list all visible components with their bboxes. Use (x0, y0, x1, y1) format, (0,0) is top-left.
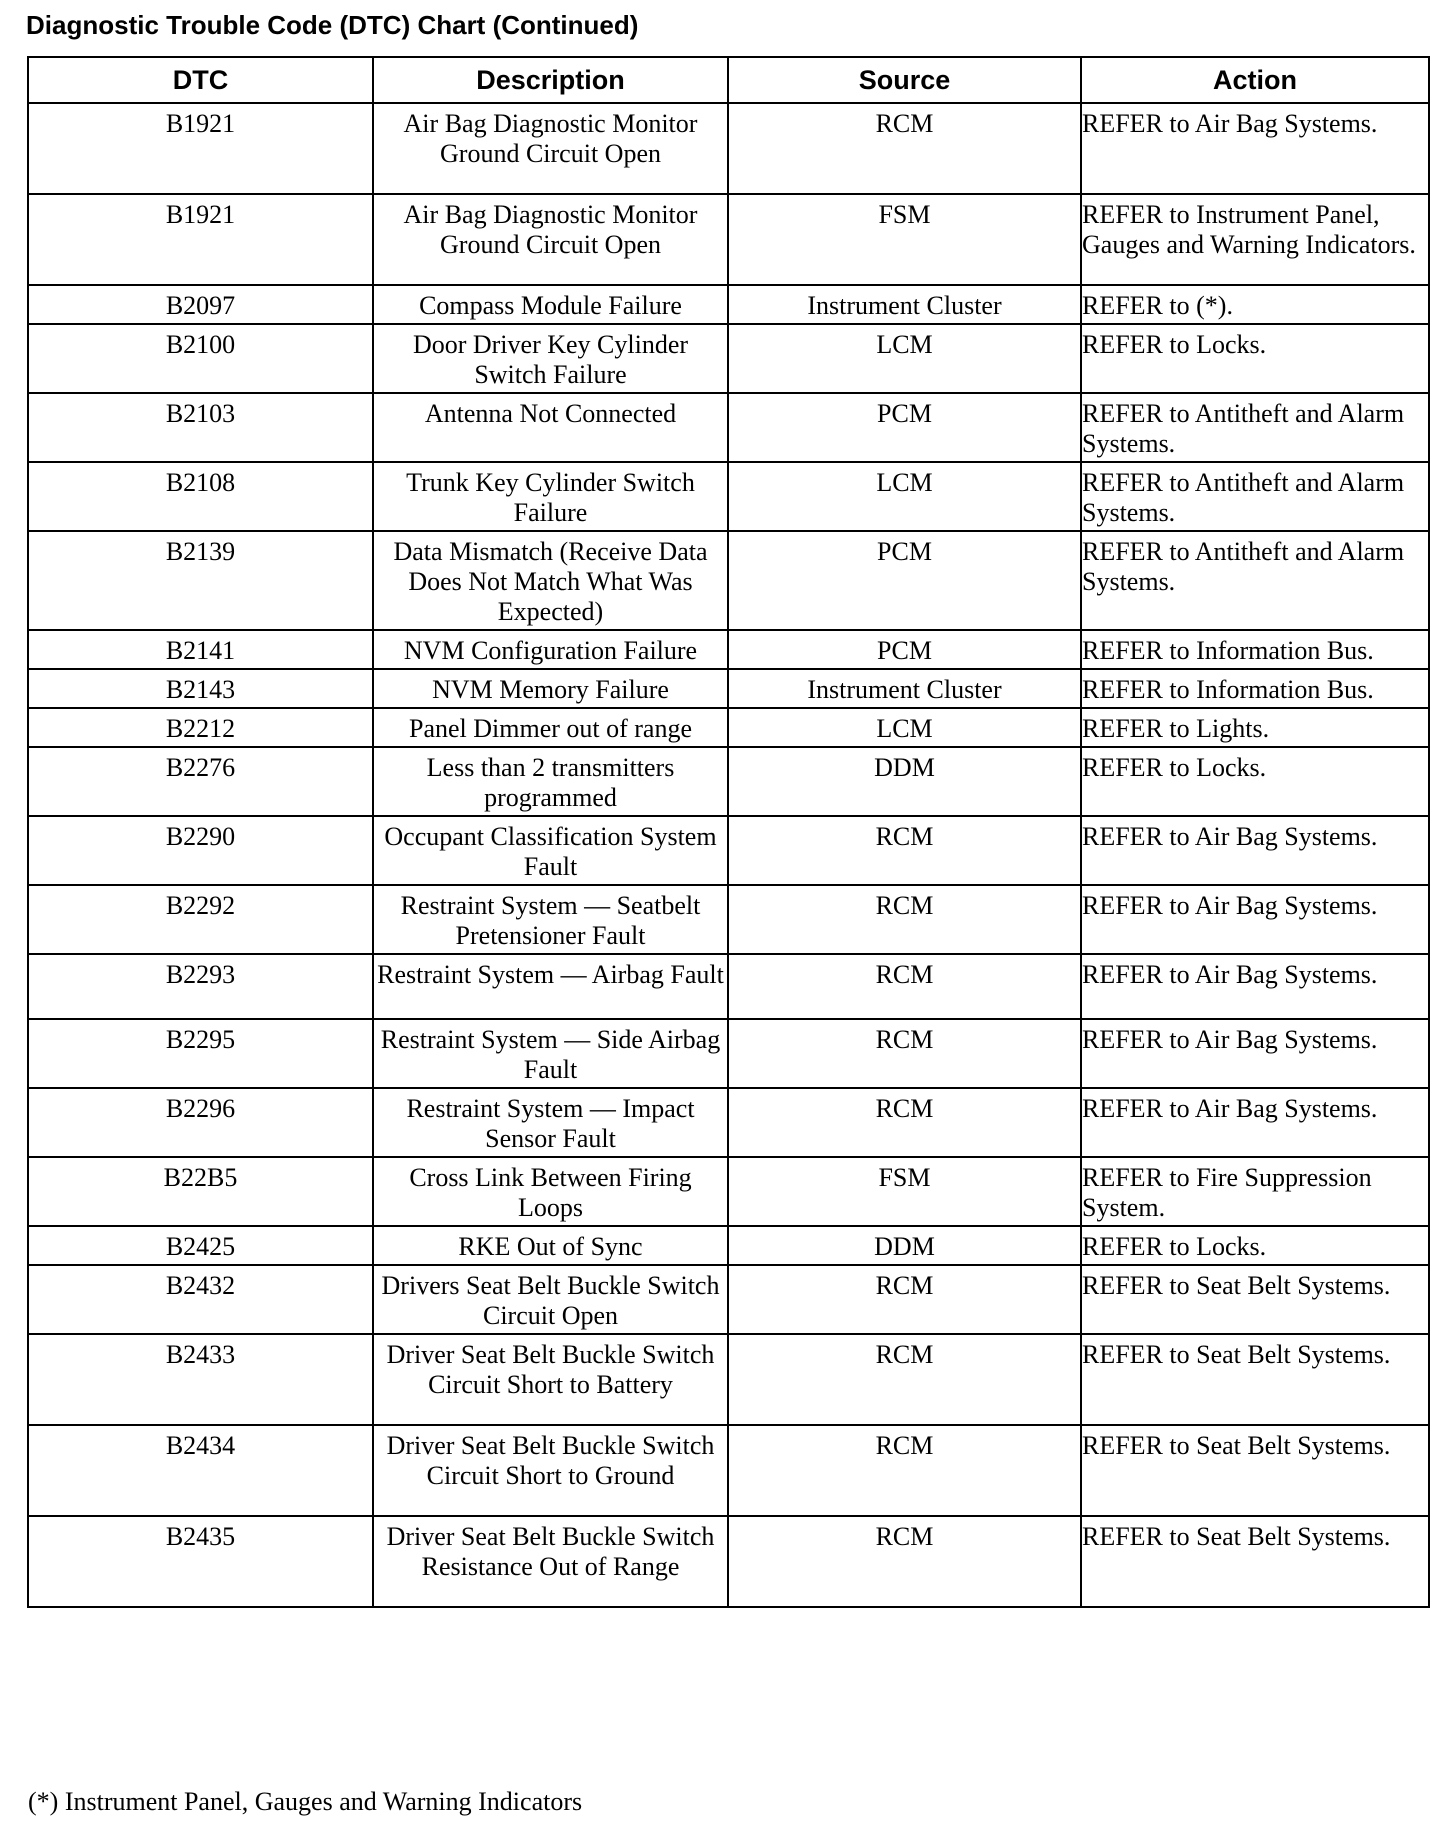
table-row (28, 954, 1429, 1019)
dtc-cell: B2292 (28, 885, 373, 954)
description-cell: Driver Seat Belt Buckle Switch Circuit Short to Ground (373, 1425, 728, 1516)
source-cell: PCM (728, 393, 1081, 462)
source-cell: RCM (728, 1334, 1081, 1425)
source-cell: LCM (728, 324, 1081, 393)
dtc-cell: B2290 (28, 816, 373, 885)
source-cell: RCM (728, 1265, 1081, 1334)
dtc-cell: B2434 (28, 1425, 373, 1516)
description-cell: RKE Out of Sync (373, 1226, 728, 1265)
table-row (28, 885, 1429, 954)
table-row (28, 194, 1429, 285)
action-cell: REFER to Seat Belt Systems. (1081, 1425, 1429, 1516)
table-row (28, 103, 1429, 194)
dtc-cell: B2100 (28, 324, 373, 393)
description-cell: NVM Configuration Failure (373, 630, 728, 669)
table-row (28, 708, 1429, 747)
table-row (28, 1019, 1429, 1088)
source-cell: RCM (728, 1516, 1081, 1607)
dtc-cell: B1921 (28, 103, 373, 194)
description-cell: Data Mismatch (Receive Data Does Not Match What Was Expected) (373, 531, 728, 630)
description-cell: Restraint System — Seatbelt Pretensioner Fault (373, 885, 728, 954)
table-row (28, 747, 1429, 816)
table-row (28, 462, 1429, 531)
description-cell: Restraint System — Side Airbag Fault (373, 1019, 728, 1088)
dtc-cell: B2139 (28, 531, 373, 630)
dtc-cell: B2276 (28, 747, 373, 816)
source-cell: RCM (728, 885, 1081, 954)
source-cell: RCM (728, 1425, 1081, 1516)
table-row (28, 1334, 1429, 1425)
action-cell: REFER to Fire Suppression System. (1081, 1157, 1429, 1226)
action-cell: REFER to Locks. (1081, 1226, 1429, 1265)
table-row (28, 1516, 1429, 1607)
table-row (28, 393, 1429, 462)
source-cell: Instrument Cluster (728, 669, 1081, 708)
source-cell: FSM (728, 194, 1081, 285)
source-cell: RCM (728, 954, 1081, 1019)
description-cell: Air Bag Diagnostic Monitor Ground Circuit Open (373, 103, 728, 194)
dtc-cell: B2293 (28, 954, 373, 1019)
dtc-cell: B2296 (28, 1088, 373, 1157)
action-cell: REFER to Seat Belt Systems. (1081, 1334, 1429, 1425)
table-row (28, 1226, 1429, 1265)
table-row (28, 1157, 1429, 1226)
table-row (28, 1265, 1429, 1334)
dtc-cell: B2097 (28, 285, 373, 324)
action-cell: REFER to Air Bag Systems. (1081, 954, 1429, 1019)
table-body (28, 103, 1429, 1607)
table-header-row (28, 57, 1429, 103)
column-header-description: Description (373, 57, 728, 103)
column-header-source: Source (728, 57, 1081, 103)
action-cell: REFER to Air Bag Systems. (1081, 1088, 1429, 1157)
action-cell: REFER to Air Bag Systems. (1081, 816, 1429, 885)
source-cell: LCM (728, 462, 1081, 531)
description-cell: Occupant Classification System Fault (373, 816, 728, 885)
source-cell: FSM (728, 1157, 1081, 1226)
table-row (28, 1425, 1429, 1516)
source-cell: RCM (728, 1088, 1081, 1157)
dtc-cell: B2108 (28, 462, 373, 531)
description-cell: NVM Memory Failure (373, 669, 728, 708)
action-cell: REFER to Information Bus. (1081, 630, 1429, 669)
description-cell: Restraint System — Impact Sensor Fault (373, 1088, 728, 1157)
action-cell: REFER to Seat Belt Systems. (1081, 1265, 1429, 1334)
dtc-cell: B2433 (28, 1334, 373, 1425)
dtc-table (27, 56, 1430, 1608)
table-row (28, 630, 1429, 669)
dtc-cell: B2143 (28, 669, 373, 708)
action-cell: REFER to Locks. (1081, 747, 1429, 816)
description-cell: Trunk Key Cylinder Switch Failure (373, 462, 728, 531)
source-cell: DDM (728, 747, 1081, 816)
page-title: Diagnostic Trouble Code (DTC) Chart (Continued) (26, 10, 639, 40)
dtc-cell: B2103 (28, 393, 373, 462)
description-cell: Restraint System — Airbag Fault (373, 954, 728, 1019)
table-row (28, 816, 1429, 885)
description-cell: Compass Module Failure (373, 285, 728, 324)
column-header-action: Action (1081, 57, 1429, 103)
dtc-cell: B2435 (28, 1516, 373, 1607)
footnote: (*) Instrument Panel, Gauges and Warning Indicators (28, 1787, 583, 1816)
action-cell: REFER to Instrument Panel, Gauges and Warning Indicators. (1081, 194, 1429, 285)
dtc-cell: B2212 (28, 708, 373, 747)
action-cell: REFER to Lights. (1081, 708, 1429, 747)
table-row (28, 669, 1429, 708)
description-cell: Air Bag Diagnostic Monitor Ground Circuit Open (373, 194, 728, 285)
dtc-cell: B2432 (28, 1265, 373, 1334)
description-cell: Panel Dimmer out of range (373, 708, 728, 747)
dtc-cell: B2425 (28, 1226, 373, 1265)
source-cell: PCM (728, 531, 1081, 630)
action-cell: REFER to Antitheft and Alarm Systems. (1081, 531, 1429, 630)
source-cell: Instrument Cluster (728, 285, 1081, 324)
action-cell: REFER to Seat Belt Systems. (1081, 1516, 1429, 1607)
table-row (28, 1088, 1429, 1157)
table-row (28, 285, 1429, 324)
description-cell: Antenna Not Connected (373, 393, 728, 462)
source-cell: RCM (728, 1019, 1081, 1088)
column-header-dtc: DTC (28, 57, 373, 103)
table-row (28, 531, 1429, 630)
source-cell: DDM (728, 1226, 1081, 1265)
source-cell: LCM (728, 708, 1081, 747)
action-cell: REFER to Antitheft and Alarm Systems. (1081, 462, 1429, 531)
dtc-cell: B2295 (28, 1019, 373, 1088)
action-cell: REFER to Antitheft and Alarm Systems. (1081, 393, 1429, 462)
source-cell: PCM (728, 630, 1081, 669)
dtc-cell: B2141 (28, 630, 373, 669)
dtc-cell: B22B5 (28, 1157, 373, 1226)
action-cell: REFER to Air Bag Systems. (1081, 1019, 1429, 1088)
table-row (28, 324, 1429, 393)
description-cell: Drivers Seat Belt Buckle Switch Circuit Open (373, 1265, 728, 1334)
dtc-cell: B1921 (28, 194, 373, 285)
action-cell: REFER to Locks. (1081, 324, 1429, 393)
action-cell: REFER to (*). (1081, 285, 1429, 324)
action-cell: REFER to Air Bag Systems. (1081, 885, 1429, 954)
description-cell: Door Driver Key Cylinder Switch Failure (373, 324, 728, 393)
description-cell: Driver Seat Belt Buckle Switch Resistance Out of Range (373, 1516, 728, 1607)
source-cell: RCM (728, 816, 1081, 885)
description-cell: Less than 2 transmitters programmed (373, 747, 728, 816)
action-cell: REFER to Air Bag Systems. (1081, 103, 1429, 194)
description-cell: Driver Seat Belt Buckle Switch Circuit Short to Battery (373, 1334, 728, 1425)
description-cell: Cross Link Between Firing Loops (373, 1157, 728, 1226)
action-cell: REFER to Information Bus. (1081, 669, 1429, 708)
source-cell: RCM (728, 103, 1081, 194)
